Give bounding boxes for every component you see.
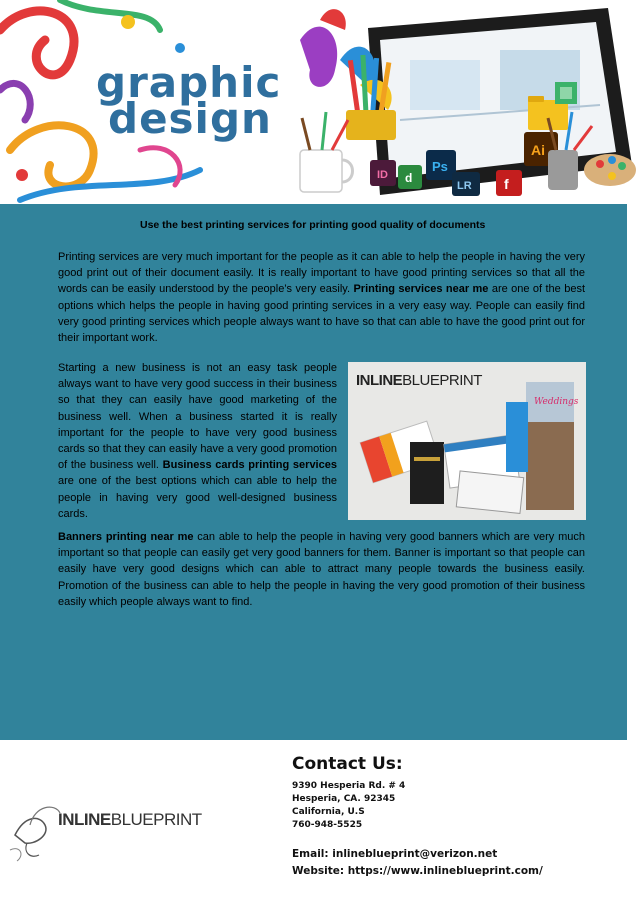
paint-drop xyxy=(16,169,28,181)
paint-splash-red xyxy=(320,9,346,30)
svg-text:f: f xyxy=(504,176,509,192)
lightroom-icon xyxy=(452,172,480,196)
paragraph-text: can able to help the people in having very good banners which are very much important so that people can easily get very good banners for them. Banner is important so that people can easily have very good designs which can able to attract many people towards the business easily. Promotion of the business can able to help the people in having the very good promotion of their business easily which people always want to find. xyxy=(58,531,585,608)
company-logo-thin: BLUEPRINT xyxy=(110,810,202,829)
paint-swirl-purple xyxy=(0,83,30,120)
address-line: Hesperia, CA. 92345 xyxy=(292,794,396,804)
keyword-printing-services-near-me: Printing services near me xyxy=(353,283,489,296)
indesign-icon xyxy=(370,160,396,186)
contact-block xyxy=(292,754,632,880)
header-banner xyxy=(0,0,638,204)
card-gray xyxy=(456,471,523,513)
paragraph-business-cards xyxy=(58,360,337,522)
paint-swirl-green xyxy=(60,0,160,30)
keyword-banners-printing-near-me: Banners printing near me xyxy=(58,531,194,543)
company-logo xyxy=(58,810,202,830)
svg-text:LR: LR xyxy=(457,180,472,192)
paragraph-text: Printing services are very much important for the people as it can able to help the people in having the very good print out of their document easily. It is really important to have good printing services so that all the words can be easily understood by the people’s very easily. xyxy=(58,251,585,296)
paint-drop xyxy=(121,15,135,29)
paragraph-text: are one of the best options which helps the people in having good printing services in a very easy way. People can easily find very good printing services which people always want to have so that can able to have the good print out for their important work. xyxy=(58,283,585,345)
address-line: 9390 Hesperia Rd. # 4 xyxy=(292,781,406,791)
promo-logo-thin: BLUEPRINT xyxy=(402,372,482,389)
fairy-logo-icon xyxy=(5,795,65,865)
paint-swirl-red xyxy=(0,11,74,75)
svg-text:Ai: Ai xyxy=(531,142,545,158)
svg-text:ID: ID xyxy=(377,169,388,181)
flyer-small xyxy=(506,402,528,472)
wedding-flyer-photo xyxy=(526,422,574,510)
card-dark xyxy=(410,442,444,504)
wedding-flyer-text: Weddings xyxy=(534,397,579,407)
photoshop-icon xyxy=(426,150,456,180)
paint-splash-purple xyxy=(300,27,337,87)
address-line: California, U.S xyxy=(292,807,365,817)
paragraph-banners xyxy=(58,529,585,610)
flash-icon xyxy=(496,170,522,196)
paint-drop xyxy=(175,43,185,53)
paragraph-text: Starting a new business is not an easy task people always want to have very good success in their business so that they can easily have good marketing of the business well. When a business started it is really important for the people to have very good business cards so that they can easily have a very good promotion of the business well. xyxy=(58,362,337,472)
paragraph-text: are one of the best options which can able to help the people in having very good well-designed business cards. xyxy=(58,475,337,520)
cube-icon xyxy=(555,82,577,104)
phone-number[interactable]: 760-948-5525 xyxy=(292,820,363,830)
promo-logo-bold: INLINE xyxy=(356,372,403,389)
page-title: Use the best printing services for printing good quality of documents xyxy=(140,219,486,231)
graphic-design-title-line1: graphic xyxy=(96,58,282,107)
business-cards-artwork xyxy=(348,362,586,520)
graphic-design-title-line2: design xyxy=(108,94,272,143)
business-cards-image xyxy=(348,362,586,520)
footer xyxy=(0,740,638,903)
mug-icon xyxy=(300,112,353,192)
palette-icon xyxy=(584,154,636,186)
svg-text:d: d xyxy=(405,171,413,185)
keyword-business-cards-printing: Business cards printing services xyxy=(162,459,337,472)
company-logo-bold: INLINE xyxy=(58,810,111,829)
svg-text:Ps: Ps xyxy=(432,159,448,174)
draw-app-icon xyxy=(398,165,422,189)
paragraph-printing-services xyxy=(58,249,585,346)
contact-heading: Contact Us: xyxy=(292,754,403,774)
email-link[interactable]: Email: inlineblueprint@verizon.net xyxy=(292,848,498,860)
website-link[interactable]: Website: https://www.inlineblueprint.com/ xyxy=(292,865,543,877)
card-dark-accent xyxy=(414,457,440,461)
content-panel xyxy=(0,204,627,740)
